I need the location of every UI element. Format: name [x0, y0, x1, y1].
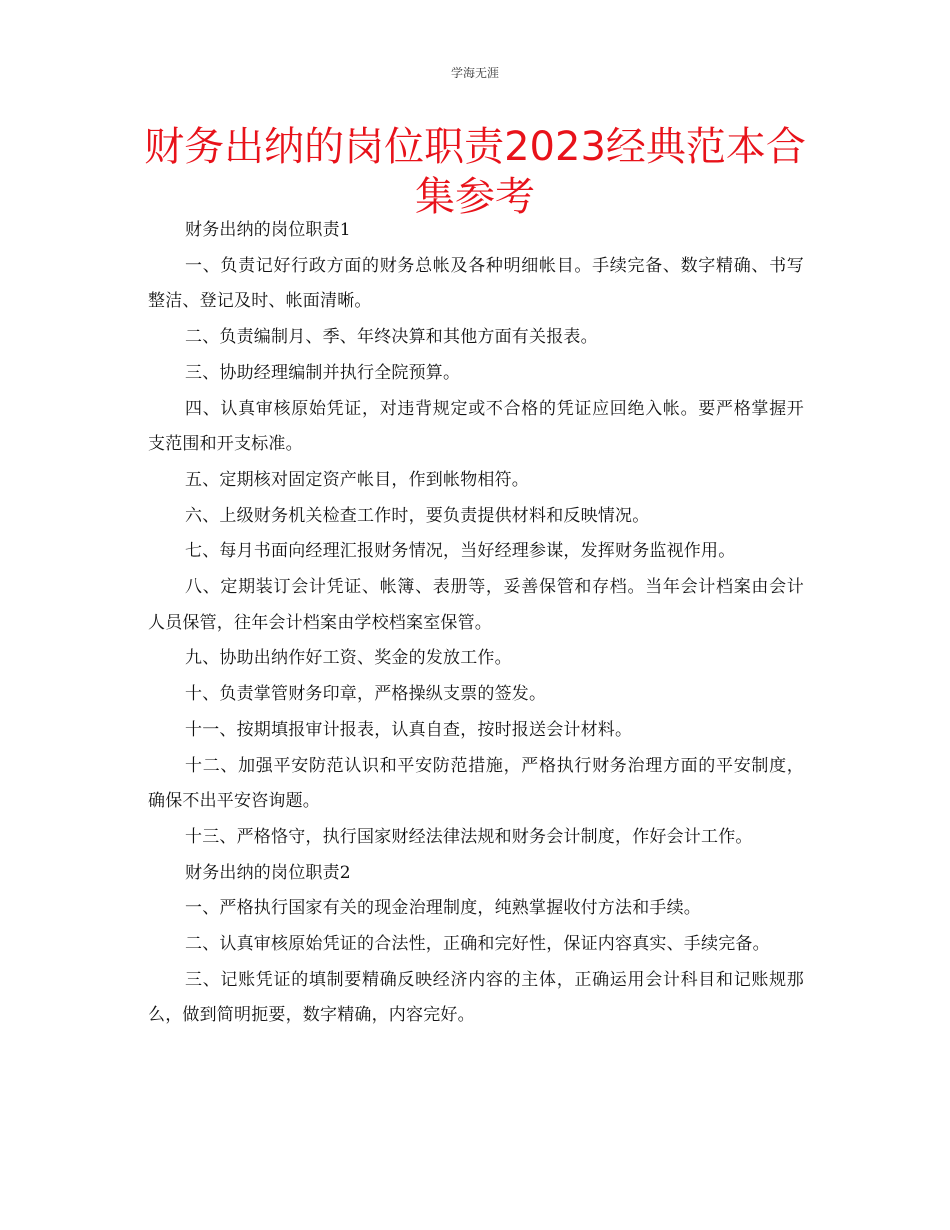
duty-item: 二、认真审核原始凭证的合法性，正确和完好性，保证内容真实、手续完备。 [185, 934, 770, 955]
duty-item: 六、上级财务机关检查工作时，要负责提供材料和反映情况。 [185, 505, 650, 526]
duty-item: 十、负责掌管财务印章，严格操纵支票的签发。 [185, 684, 547, 705]
duty-item: 一、负责记好行政方面的财务总帐及各种明细帐目。手续完备、数字精确、书写整洁、登记及时、帐面清晰。 [148, 255, 804, 312]
duty-item: 十二、加强平安防范认识和平安防范措施，严格执行财务治理方面的平安制度，确保不出平安咨询题。 [148, 755, 804, 812]
duty-item: 九、协助出纳作好工资、奖金的发放工作。 [185, 648, 512, 669]
section-heading-1: 财务出纳的岗位职责1 [185, 220, 351, 240]
duty-item: 四、认真审核原始凭证，对违背规定或不合格的凭证应回绝入帐。要严格掌握开支范围和开支标准。 [148, 398, 804, 455]
duty-item: 三、协助经理编制并执行全院预算。 [185, 362, 461, 383]
document-title: 财务出纳的岗位职责2023经典范本合集参考 [144, 124, 806, 220]
duty-item: 十三、严格恪守，执行国家财经法律法规和财务会计制度，作好会计工作。 [185, 826, 753, 847]
duty-item: 五、定期核对固定资产帐目，作到帐物相符。 [185, 469, 529, 490]
duty-item: 一、严格执行国家有关的现金治理制度，纯熟掌握收付方法和手续。 [185, 898, 701, 919]
duty-item: 七、每月书面向经理汇报财务情况，当好经理参谋，发挥财务监视作用。 [185, 541, 736, 562]
document-body [148, 213, 804, 1034]
section-heading-2: 财务出纳的岗位职责2 [185, 862, 351, 883]
duty-item: 八、定期装订会计凭证、帐簿、表册等，妥善保管和存档。当年会计档案由会计人员保管，往年会计档案由学校档案室保管。 [148, 577, 804, 633]
duty-item: 三、记账凭证的填制要精确反映经济内容的主体，正确运用会计科目和记账规那么，做到简明扼要，数字精确，内容完好。 [148, 969, 804, 1026]
header-note: 学海无涯 [450, 66, 499, 80]
duty-item: 二、负责编制月、季、年终决算和其他方面有关报表。 [185, 327, 598, 348]
duty-item: 十一、按期填报审计报表，认真自查，按时报送会计材料。 [185, 719, 633, 740]
